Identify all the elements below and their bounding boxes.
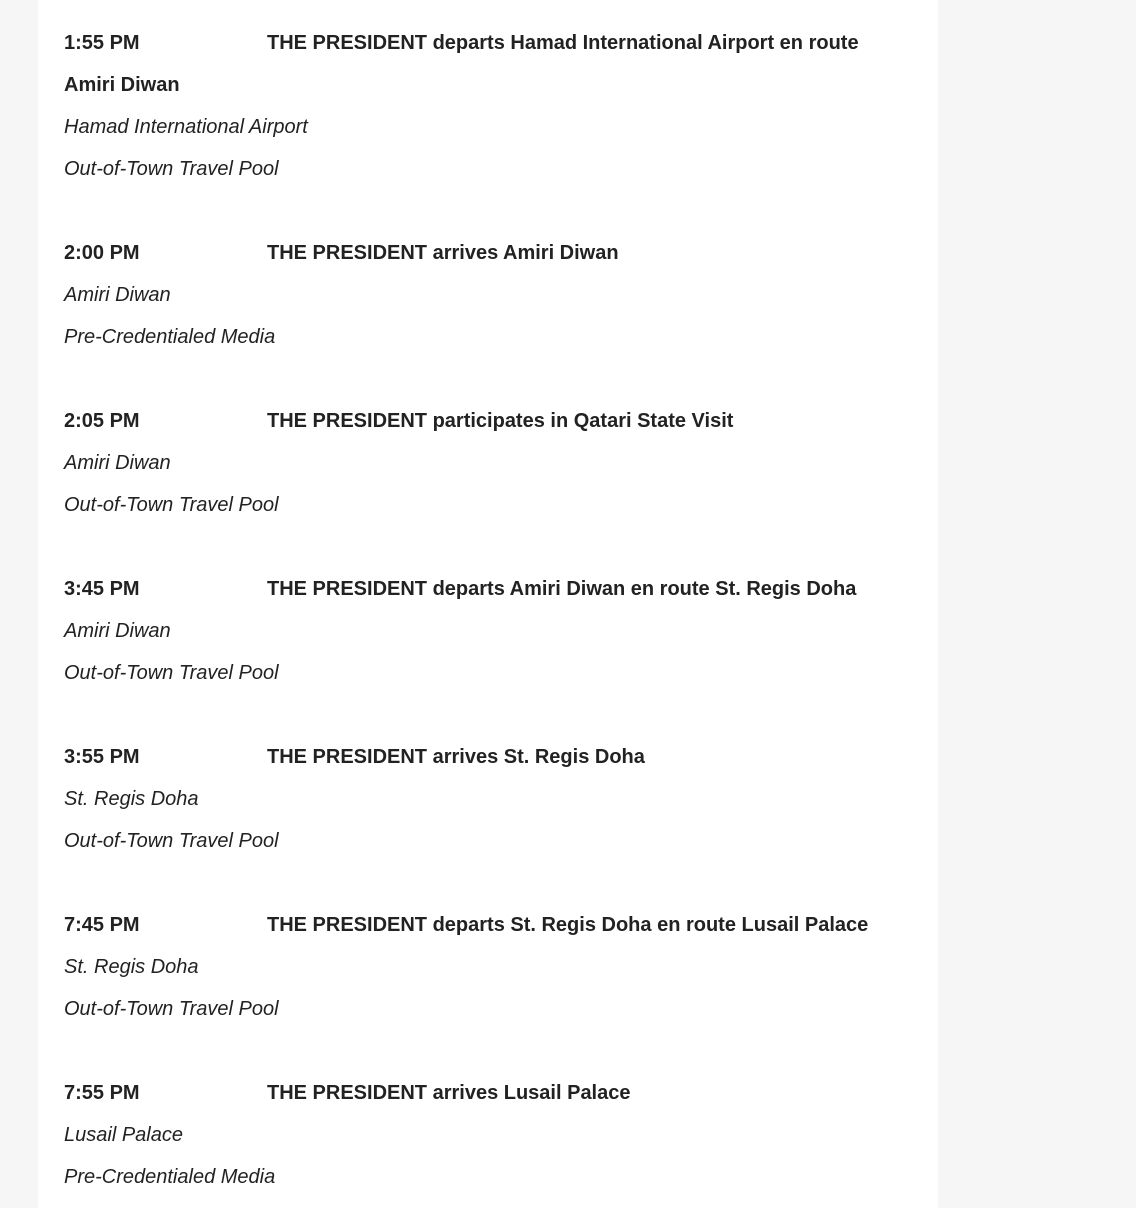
entry-coverage: Out-of-Town Travel Pool [64, 494, 279, 516]
entry-location: Amiri Diwan [64, 452, 171, 474]
entry-event: THE PRESIDENT departs Hamad International Airport en route [267, 32, 859, 54]
entry-location: Hamad International Airport [64, 116, 308, 138]
entry-time: 1:55 PM [64, 32, 140, 54]
entry-event: THE PRESIDENT participates in Qatari State Visit [267, 410, 734, 432]
entry-time: 7:45 PM [64, 914, 140, 936]
entry-time: 2:00 PM [64, 242, 140, 264]
entry-coverage: Pre-Credentialed Media [64, 1166, 276, 1188]
entry-location: Amiri Diwan [64, 620, 171, 642]
entry-coverage: Pre-Credentialed Media [64, 326, 276, 348]
entry-time: 7:55 PM [64, 1082, 140, 1104]
entry-event-continued: Amiri Diwan [64, 74, 180, 96]
entry-coverage: Out-of-Town Travel Pool [64, 158, 279, 180]
entry-time: 3:55 PM [64, 746, 140, 768]
entry-time: 3:45 PM [64, 578, 140, 600]
entry-coverage: Out-of-Town Travel Pool [64, 662, 279, 684]
entry-coverage: Out-of-Town Travel Pool [64, 830, 279, 852]
entry-event: THE PRESIDENT arrives Amiri Diwan [267, 242, 619, 264]
entry-event: THE PRESIDENT departs St. Regis Doha en route Lusail Palace [267, 914, 869, 936]
entry-time: 2:05 PM [64, 410, 140, 432]
schedule-page [38, 0, 938, 1208]
entry-coverage: Out-of-Town Travel Pool [64, 998, 279, 1020]
entry-location: St. Regis Doha [64, 956, 199, 978]
entry-event: THE PRESIDENT arrives Lusail Palace [267, 1082, 631, 1104]
entry-event: THE PRESIDENT arrives St. Regis Doha [267, 746, 645, 768]
entry-location: Lusail Palace [64, 1124, 183, 1146]
entry-event: THE PRESIDENT departs Amiri Diwan en route St. Regis Doha [267, 578, 857, 600]
entry-location: St. Regis Doha [64, 788, 199, 810]
entry-location: Amiri Diwan [64, 284, 171, 306]
